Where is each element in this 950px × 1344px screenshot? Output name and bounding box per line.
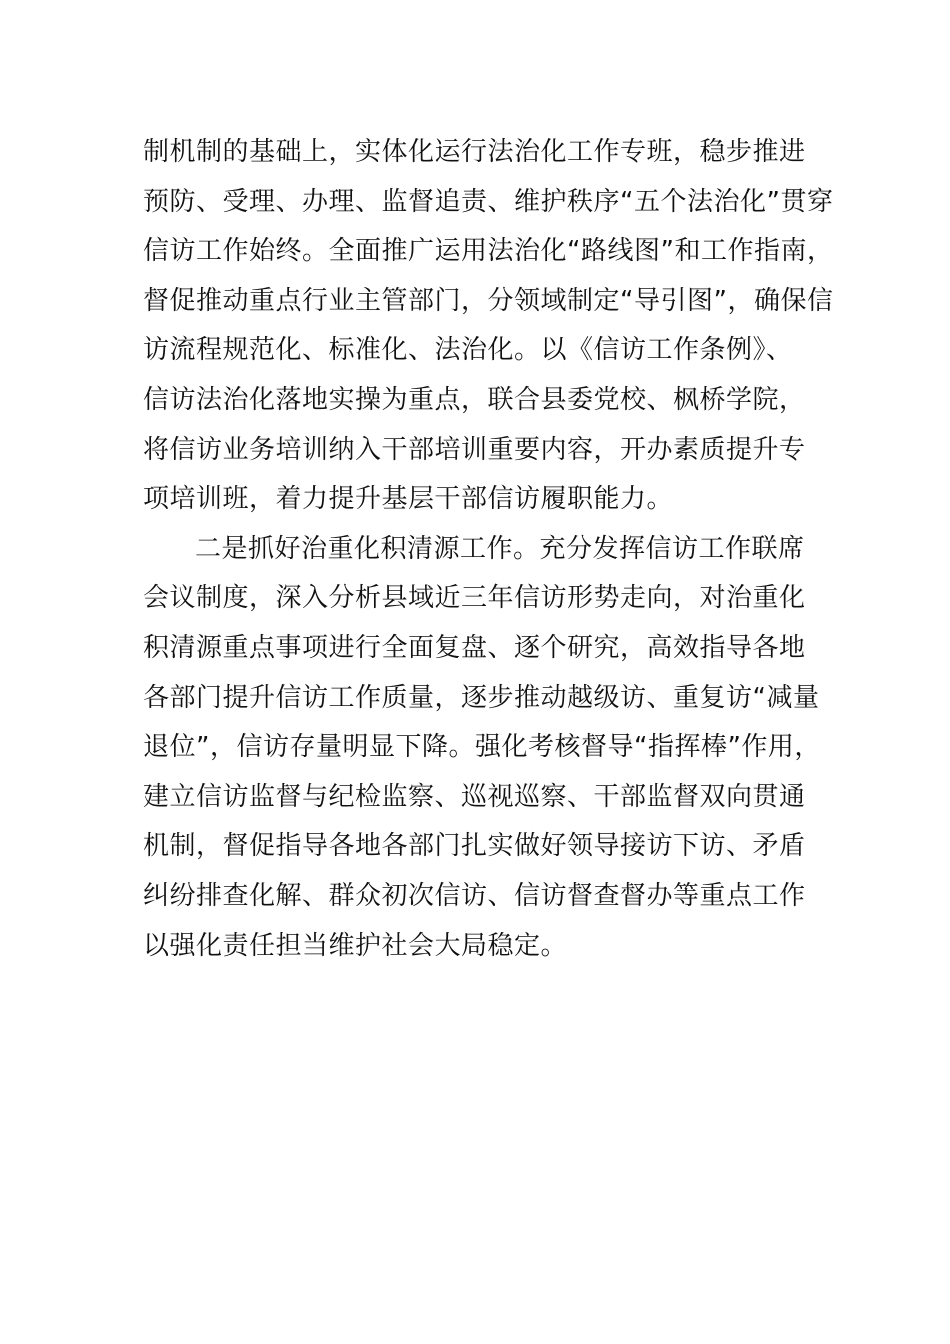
paragraph-2 xyxy=(143,525,821,971)
text-line: 项培训班，着力提升基层干部信访履职能力。 xyxy=(143,484,674,515)
text-line: 督促推动重点行业主管部门，分领域制定“导引图”，确保信 xyxy=(143,285,834,316)
paragraph-1 xyxy=(143,128,834,525)
text-line: 积清源重点事项进行全面复盘、逐个研究，高效指导各地 xyxy=(143,632,806,663)
text-line: 信访法治化落地实操为重点，联合县委党校、枫桥学院， xyxy=(143,384,806,415)
text-line: 信访工作始终。全面推广运用法治化“路线图”和工作指南， xyxy=(143,236,834,267)
text-line: 纠纷排查化解、群众初次信访、信访督查督办等重点工作 xyxy=(143,880,806,911)
text-line: 访流程规范化、标准化、法治化。以《信访工作条例》、 xyxy=(143,335,793,366)
text-line: 预防、受理、办理、监督追责、维护秩序“五个法治化”贯穿 xyxy=(143,186,834,217)
text-line: 制机制的基础上，实体化运行法治化工作专班，稳步推进 xyxy=(143,137,806,167)
text-line: 以强化责任担当维护社会大局稳定。 xyxy=(143,930,568,961)
text-line: 二是抓好治重化积清源工作。充分发挥信访工作联席 xyxy=(195,533,805,564)
document-body xyxy=(143,128,834,971)
text-line: 会议制度，深入分析县域近三年信访形势走向，对治重化 xyxy=(143,583,806,614)
text-line: 将信访业务培训纳入干部培训重要内容，开办素质提升专 xyxy=(143,434,806,465)
text-line: 各部门提升信访工作质量，逐步推动越级访、重复访“减量 xyxy=(143,682,820,713)
text-line: 退位”，信访存量明显下降。强化考核督导“指挥棒”作用， xyxy=(143,732,821,763)
text-line: 建立信访监督与纪检监察、巡视巡察、干部监督双向贯通 xyxy=(143,781,806,812)
text-line: 机制，督促指导各地各部门扎实做好领导接访下访、矛盾 xyxy=(143,831,806,862)
